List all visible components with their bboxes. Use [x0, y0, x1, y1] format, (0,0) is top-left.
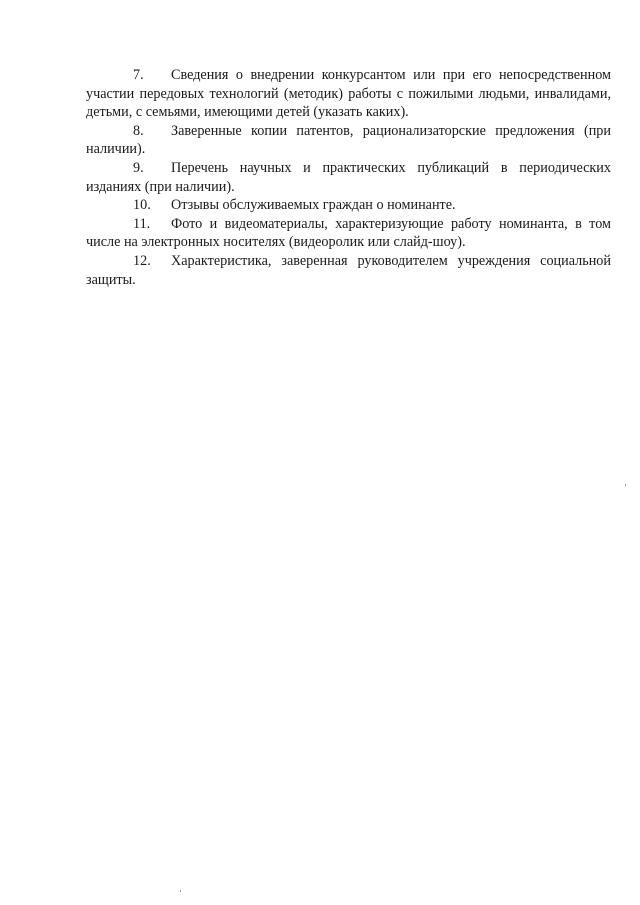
scan-speck — [180, 890, 181, 892]
list-item-10 — [86, 196, 611, 215]
list-item-9 — [86, 159, 611, 196]
list-item-7 — [86, 66, 611, 122]
item-number: 11. — [133, 215, 151, 232]
item-number: 7. — [133, 67, 144, 83]
list-item-12 — [86, 252, 611, 289]
list-item-8 — [86, 122, 611, 159]
item-text: Заверенные копии патентов, рационализаторские предложения (при наличии). — [86, 122, 611, 158]
item-number: 9. — [133, 159, 144, 176]
list-item-11 — [86, 215, 611, 252]
item-text: Фото и видеоматериалы, характеризующие работу номинанта, в том числе на электронных носителях (видеоролик или слайд-шоу). — [86, 215, 611, 251]
item-text: Перечень научных и практических публикаций в периодических изданиях (при наличии). — [86, 159, 611, 195]
item-number: 10. — [133, 197, 151, 214]
scan-speck — [625, 484, 626, 486]
item-number: 12. — [133, 252, 151, 269]
item-text: Сведения о внедрении конкурсантом или при его непосредственном участии передовых технологий (методик) работы с пожилыми людьми, инвалидами, детьми, с семьями, имеющими детей (указать каких). — [86, 67, 611, 121]
numbered-list — [86, 66, 611, 289]
item-text: Отзывы обслуживаемых граждан о номинанте. — [171, 197, 456, 214]
item-text: Характеристика, заверенная руководителем учреждения социальной защиты. — [86, 252, 611, 288]
item-number: 8. — [133, 122, 144, 139]
